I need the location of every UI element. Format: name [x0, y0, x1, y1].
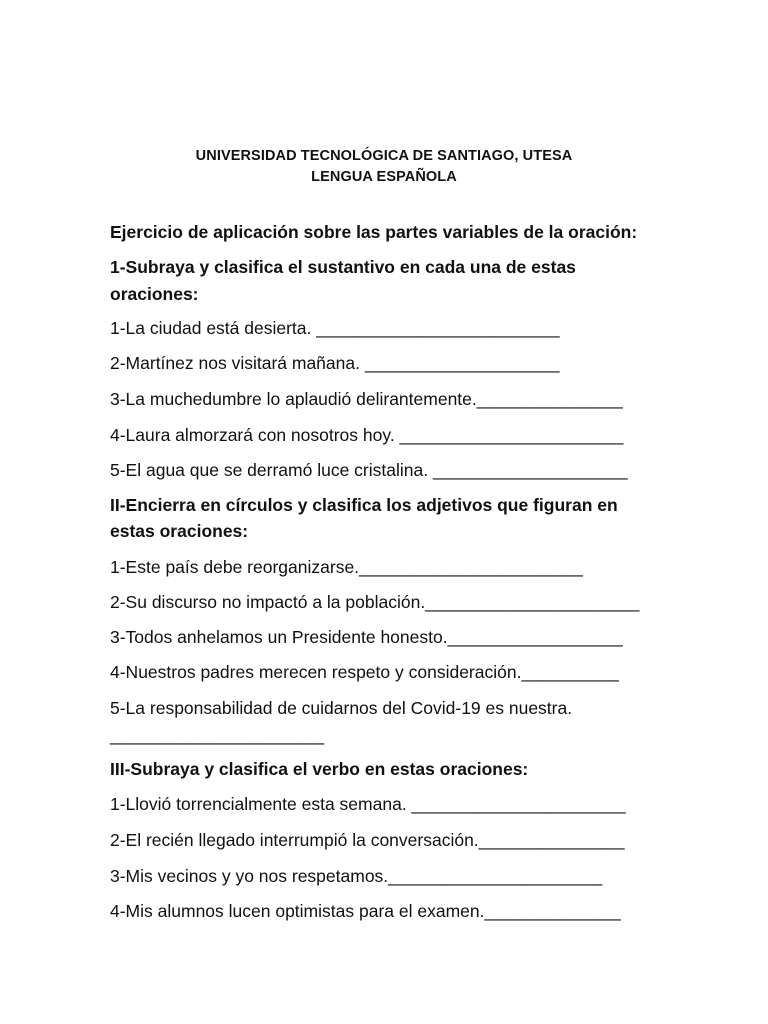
section3-item-3: 3-Mis vecinos y yo nos respetamos.______________________	[110, 866, 603, 886]
university-name: UNIVERSIDAD TECNOLÓGICA DE SANTIAGO, UTESA	[195, 148, 573, 164]
section2-item-5-blank: ______________________	[110, 725, 325, 745]
section1-item-3: 3-La muchedumbre lo aplaudió delirantemente._______________	[110, 389, 623, 409]
section1-item-2: 2-Martínez nos visitará mañana. ____________________	[110, 353, 560, 373]
section2-instruction-line2: estas oraciones:	[110, 521, 249, 541]
section1-instruction-line1: 1-Subraya y clasifica el sustantivo en cada una de estas	[110, 257, 576, 277]
section2-item-3: 3-Todos anhelamos un Presidente honesto.__________________	[110, 627, 623, 647]
section2-instruction-line1: II-Encierra en círculos y clasifica los adjetivos que figuran en	[110, 495, 618, 515]
section3-item-1: 1-Llovió torrencialmente esta semana. ______________________	[110, 794, 626, 814]
section2-item-1: 1-Este país debe reorganizarse._______________________	[110, 557, 583, 577]
section3-item-2: 2-El recién llegado interrumpió la conversación._______________	[110, 830, 625, 850]
section1-item-4: 4-Laura almorzará con nosotros hoy. _______________________	[110, 425, 624, 445]
subject-name: LENGUA ESPAÑOLA	[311, 169, 457, 185]
section2-item-2: 2-Su discurso no impactó a la población.______________________	[110, 592, 640, 612]
section3-item-4: 4-Mis alumnos lucen optimistas para el examen.______________	[110, 901, 621, 921]
section1-instruction-line2: oraciones:	[110, 284, 199, 304]
section1-item-1: 1-La ciudad está desierta. _________________________	[110, 318, 560, 338]
section2-item-5: 5-La responsabilidad de cuidarnos del Covid-19 es nuestra.	[110, 698, 573, 718]
exercise-title: Ejercicio de aplicación sobre las partes variables de la oración:	[110, 222, 638, 242]
section1-item-5: 5-El agua que se derramó luce cristalina. ____________________	[110, 460, 628, 480]
section3-instruction: III-Subraya y clasifica el verbo en estas oraciones:	[110, 759, 529, 779]
section2-item-4: 4-Nuestros padres merecen respeto y consideración.__________	[110, 662, 619, 682]
